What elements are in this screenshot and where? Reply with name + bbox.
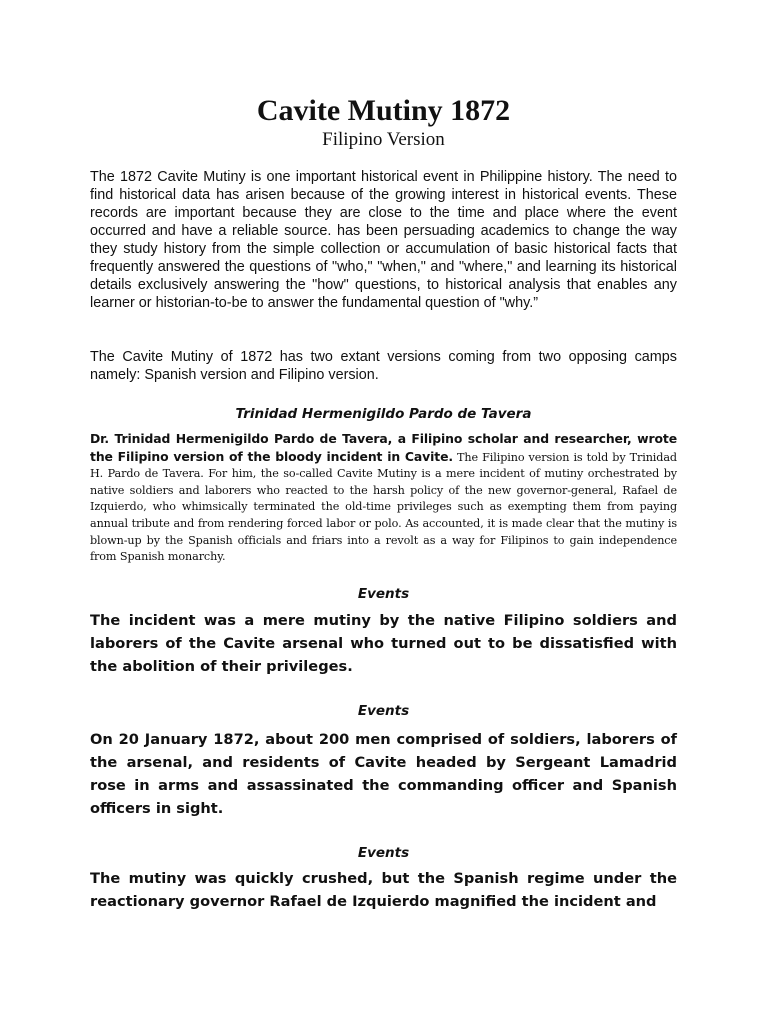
event-text-1: The incident was a mere mutiny by the native Filipino soldiers and laborers of the Cavite arsenal who turned out to be dissatisfied with the abolition of their privileges. — [90, 612, 677, 675]
events-heading-2: Events — [357, 703, 410, 719]
tavera-lead-sentence: Dr. Trinidad Hermenigildo Pardo de Tavera, a Filipino scholar and researcher, wrote the Filipino version of the bloody incident in Cavite. — [90, 431, 677, 464]
events-heading-3: Events — [357, 845, 410, 861]
page-title: Cavite Mutiny 1872 — [256, 94, 511, 127]
document-page — [90, 0, 677, 1024]
intro-paragraph: The 1872 Cavite Mutiny is one important historical event in Philippine history. The need to find historical data has arisen because of the growing interest in historical events. These records are important because they are close to the time and place where the event occurred and have a reliable source. has been persuading academics to change the way they study history from the simple collection or accumulation of basic historical facts that frequently answered the questions of "who," "when," and "where," and learning its historical details exclusively answering the "how" questions, to historical analysis that enables any learner or historian-to-be to answer the fundamental question of "why.” — [90, 169, 677, 311]
events-heading-1: Events — [357, 586, 410, 602]
event-text-2: On 20 January 1872, about 200 men comprised of soldiers, laborers of the arsenal, and residents of Cavite headed by Sergeant Lamadrid rose in arms and assassinated the commanding officer and Spanish officers in sight. — [90, 731, 677, 817]
tavera-body-text: The Filipino version is told by Trinidad H. Pardo de Tavera. For him, the so-called Cavite Mutiny is a mere incident of mutiny orchestrated by native soldiers and laborers who reacted to the harsh policy of the new governor-general, Rafael de Izquierdo, who whimsically terminated the old-time privileges such as exempting them from paying annual tribute and from rendering forced labor or polo. As accounted, it is made clear that the mutiny is blown-up by the Spanish officials and friars into a revolt as a way for Filipinos to gain independence from Spanish monarchy. — [90, 450, 677, 564]
event-text-3: The mutiny was quickly crushed, but the Spanish regime under the reactionary governor Rafael de Izquierdo magnified the incident and — [90, 870, 677, 910]
versions-paragraph: The Cavite Mutiny of 1872 has two extant versions coming from two opposing camps namely: Spanish version and Filipino version. — [90, 349, 677, 383]
section-heading-tavera: Trinidad Hermenigildo Pardo de Tavera — [235, 406, 532, 422]
tavera-paragraph — [90, 431, 677, 566]
page-subtitle: Filipino Version — [322, 129, 445, 150]
